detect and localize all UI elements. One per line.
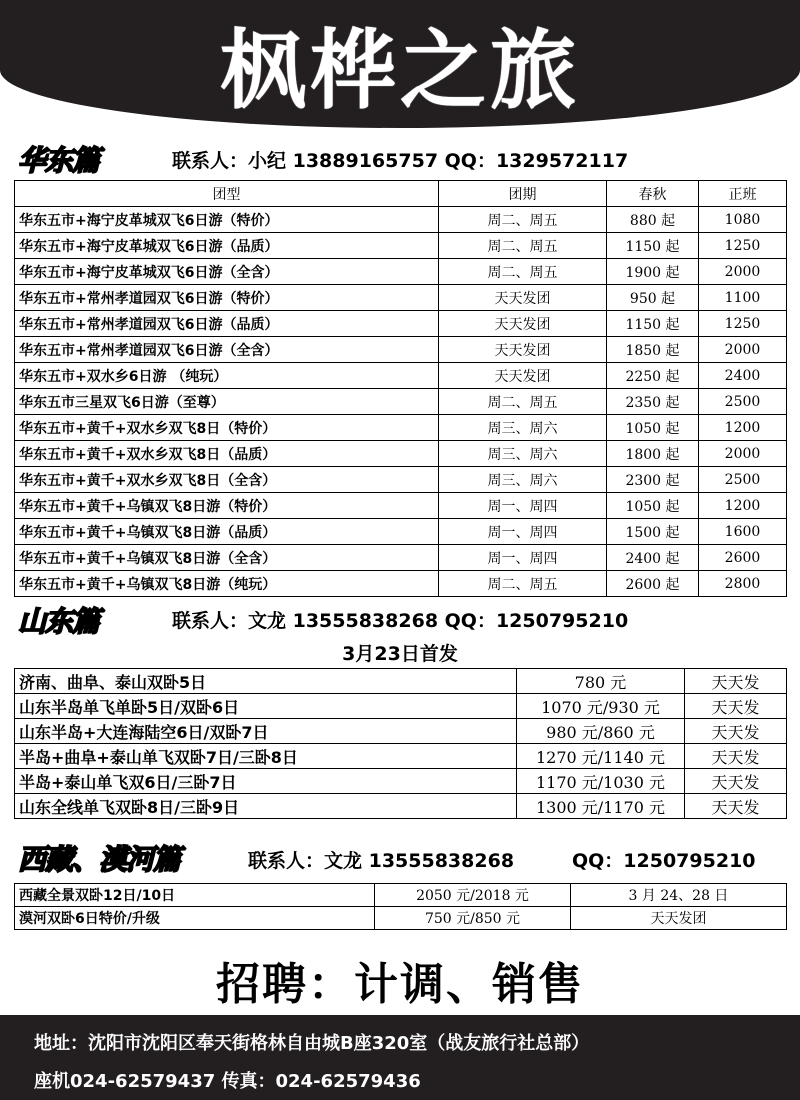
tour-name-cell: 山东半岛+大连海陆空6日/双卧7日 [15,719,517,744]
tour-name-cell: 漠河双卧6日特价/升级 [15,907,375,930]
tour-info-cell: 1050 起 [607,493,699,519]
tour-info-cell: 1100 [699,285,787,311]
east-section-title: 华东篇 [18,144,100,177]
tour-name-cell: 华东五市+常州孝道园双飞6日游（品质） [15,311,439,337]
east-tour-row [15,493,787,519]
tour-info-cell: 周二、周五 [439,571,607,597]
shandong-tour-row [15,694,787,719]
tour-name-cell: 济南、曲阜、泰山双卧5日 [15,669,517,694]
tour-name-cell: 半岛+泰山单飞双6日/三卧7日 [15,769,517,794]
tour-name-cell: 半岛+曲阜+泰山单飞双卧7日/三卧8日 [15,744,517,769]
tour-info-cell: 1050 起 [607,415,699,441]
tour-info-cell: 1200 [699,415,787,441]
footer-bar [0,1015,800,1100]
east-tour-row [15,207,787,233]
tour-name-cell: 华东五市+海宁皮革城双飞6日游（全含） [15,259,439,285]
tour-info-cell: 1300 元/1170 元 [517,794,685,819]
tour-info-cell: 天天发团 [439,285,607,311]
tour-info-cell: 2600 [699,545,787,571]
tour-info-cell: 1080 [699,207,787,233]
tour-info-cell: 880 起 [607,207,699,233]
tour-info-cell: 1150 起 [607,233,699,259]
tour-info-cell: 周三、周六 [439,415,607,441]
tour-name-cell: 山东全线单飞双卧8日/三卧9日 [15,794,517,819]
tour-name-cell: 山东半岛单飞单卧5日/双卧6日 [15,694,517,719]
tibet-tour-table [14,883,787,930]
tour-info-cell: 1850 起 [607,337,699,363]
tour-info-cell: 2000 [699,337,787,363]
tour-info-cell: 2050 元/2018 元 [375,884,571,907]
tour-info-cell: 2500 [699,389,787,415]
tour-info-cell: 1800 起 [607,441,699,467]
tour-name-cell: 华东五市+海宁皮革城双飞6日游（特价） [15,207,439,233]
tour-info-cell: 周一、周四 [439,519,607,545]
shandong-tour-row [15,744,787,769]
tour-info-cell: 周二、周五 [439,389,607,415]
east-tour-row [15,311,787,337]
tour-info-cell: 天天发团 [439,363,607,389]
tibet-tour-row [15,907,787,930]
tour-info-cell: 3 月 24、28 日 [571,884,787,907]
tour-info-cell: 2500 [699,467,787,493]
tour-info-cell: 周一、周四 [439,493,607,519]
tour-info-cell: 950 起 [607,285,699,311]
east-tour-row [15,545,787,571]
brand-title: 枫桦之旅 [220,21,580,121]
east-tour-row [15,285,787,311]
tour-info-cell: 2300 起 [607,467,699,493]
tour-name-cell: 华东五市+黄千+乌镇双飞8日游（特价） [15,493,439,519]
tour-info-cell: 天天发 [685,719,787,744]
first-departure-note: 3月23日首发 [342,643,458,665]
east-tour-row [15,415,787,441]
shandong-contact: 联系人：文龙 13555838268 QQ：1250795210 [172,610,629,632]
tour-info-cell: 周三、周六 [439,467,607,493]
col-header: 团型 [15,181,439,207]
east-tour-row [15,441,787,467]
tour-info-cell: 1250 [699,311,787,337]
footer-address: 地址：沈阳市沈阳区奉天街格林自由城B座320室（战友旅行社总部） [34,1033,590,1054]
shandong-tour-table [14,668,787,819]
tour-name-cell: 华东五市+常州孝道园双飞6日游（全含） [15,337,439,363]
tour-info-cell: 1170 元/1030 元 [517,769,685,794]
tour-info-cell: 2000 [699,259,787,285]
tour-info-cell: 2800 [699,571,787,597]
east-tour-row [15,571,787,597]
shandong-tour-row [15,769,787,794]
tour-name-cell: 华东五市+黄千+双水乡双飞8日（特价） [15,415,439,441]
tour-info-cell: 1200 [699,493,787,519]
east-tour-row [15,337,787,363]
shandong-tour-row [15,719,787,744]
tibet-section-title: 西藏、漠河篇 [18,843,181,876]
tour-name-cell: 华东五市+双水乡6日游 （纯玩） [15,363,439,389]
east-tour-row [15,467,787,493]
tour-info-cell: 1900 起 [607,259,699,285]
tour-info-cell: 1150 起 [607,311,699,337]
tour-info-cell: 1070 元/930 元 [517,694,685,719]
tour-name-cell: 华东五市+黄千+乌镇双飞8日游（纯玩） [15,571,439,597]
east-tour-row [15,389,787,415]
recruitment-banner: 招聘：计调、销售 [216,959,584,1010]
tour-info-cell: 780 元 [517,669,685,694]
tour-info-cell: 2400 起 [607,545,699,571]
tour-info-cell: 1270 元/1140 元 [517,744,685,769]
tour-info-cell: 750 元/850 元 [375,907,571,930]
east-tour-row [15,259,787,285]
tour-info-cell: 1250 [699,233,787,259]
tour-name-cell: 华东五市三星双飞6日游（至尊） [15,389,439,415]
tour-info-cell: 天天发团 [571,907,787,930]
col-header: 春秋 [607,181,699,207]
tour-info-cell: 天天发 [685,794,787,819]
tour-info-cell: 天天发 [685,744,787,769]
tour-info-cell: 天天发 [685,769,787,794]
east-tour-row [15,519,787,545]
tour-name-cell: 华东五市+常州孝道园双飞6日游（特价） [15,285,439,311]
shandong-tour-row [15,669,787,694]
tour-info-cell: 2600 起 [607,571,699,597]
tibet-contact-qq: QQ：1250795210 [572,850,756,872]
tour-name-cell: 华东五市+黄千+双水乡双飞8日（品质） [15,441,439,467]
tour-info-cell: 天天发团 [439,337,607,363]
tibet-tour-row [15,884,787,907]
tour-info-cell: 1500 起 [607,519,699,545]
east-contact: 联系人：小纪 13889165757 QQ：1329572117 [172,150,629,172]
tour-name-cell: 华东五市+黄千+双水乡双飞8日（全含） [15,467,439,493]
tour-info-cell: 1600 [699,519,787,545]
tour-name-cell: 华东五市+黄千+乌镇双飞8日游（全含） [15,545,439,571]
east-tour-row [15,233,787,259]
east-table-header [15,181,787,207]
tour-info-cell: 2350 起 [607,389,699,415]
shandong-tour-row [15,794,787,819]
tour-info-cell: 周三、周六 [439,441,607,467]
tour-name-cell: 华东五市+黄千+乌镇双飞8日游（品质） [15,519,439,545]
tour-info-cell: 2250 起 [607,363,699,389]
shandong-section-title: 山东篇 [18,605,100,638]
tour-info-cell: 周二、周五 [439,259,607,285]
tour-info-cell: 天天发 [685,694,787,719]
tour-info-cell: 980 元/860 元 [517,719,685,744]
tour-info-cell: 周二、周五 [439,233,607,259]
tibet-contact-name: 联系人：文龙 13555838268 [248,850,515,872]
tour-info-cell: 2000 [699,441,787,467]
east-tour-table [14,180,787,597]
tour-info-cell: 周一、周四 [439,545,607,571]
col-header: 团期 [439,181,607,207]
tour-info-cell: 2400 [699,363,787,389]
tour-info-cell: 周二、周五 [439,207,607,233]
tour-name-cell: 华东五市+海宁皮革城双飞6日游（品质） [15,233,439,259]
tour-info-cell: 天天发 [685,669,787,694]
tour-info-cell: 天天发团 [439,311,607,337]
col-header: 正班 [699,181,787,207]
footer-phones: 座机024-62579437 传真：024-62579436 [34,1071,421,1092]
tour-name-cell: 西藏全景双卧12日/10日 [15,884,375,907]
east-tour-row [15,363,787,389]
